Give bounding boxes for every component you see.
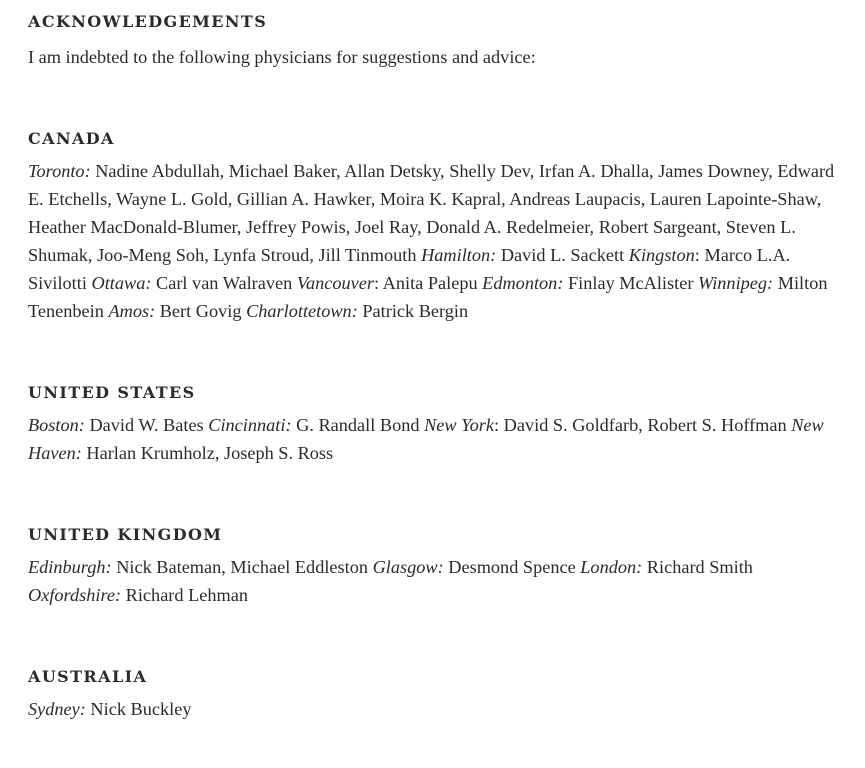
city-label: Amos:: [108, 301, 156, 321]
section-heading-australia: AUSTRALIA: [28, 667, 148, 686]
names-text: David L. Sackett: [496, 245, 629, 265]
city-label: Winnipeg:: [697, 273, 774, 293]
city-label: Kingston: [628, 245, 695, 265]
city-label: Toronto:: [28, 161, 91, 181]
names-text: Finlay McAlister: [563, 273, 698, 293]
names-text: : Anita Palepu: [374, 273, 483, 293]
names-text: : Marco L.A. Sivilotti: [28, 245, 791, 293]
city-label: Ottawa:: [91, 273, 152, 293]
section-body-canada: [28, 157, 843, 325]
city-label: Vancouver: [296, 273, 375, 293]
city-label: New Haven:: [28, 415, 824, 463]
names-text: Nick Bateman, Michael Eddleston: [111, 557, 373, 577]
names-text: Richard Lehman: [121, 585, 249, 605]
names-text: Carl van Walraven: [151, 273, 297, 293]
section-body-australia: [28, 695, 843, 723]
names-text: : David S. Goldfarb, Robert S. Hoffman: [494, 415, 792, 435]
names-text: Richard Smith: [642, 557, 753, 577]
names-text: Desmond Spence: [443, 557, 581, 577]
city-label: London:: [580, 557, 643, 577]
names-text: Patrick Bergin: [357, 301, 469, 321]
city-label: Charlottetown:: [246, 301, 358, 321]
section-heading-united-states: UNITED STATES: [28, 383, 196, 402]
city-label: Oxfordshire:: [28, 585, 122, 605]
section-body-united-kingdom: [28, 553, 843, 609]
intro-text: I am indebted to the following physicians for suggestions and advice:: [28, 47, 536, 67]
names-text: Harlan Krumholz, Joseph S. Ross: [81, 443, 334, 463]
names-text: Milton Tenenbein: [28, 273, 828, 321]
city-label: Sydney:: [28, 699, 86, 719]
city-label: Edinburgh:: [28, 557, 112, 577]
city-label: Glasgow:: [372, 557, 444, 577]
names-text: Bert Govig: [155, 301, 247, 321]
section-body-united-states: [28, 411, 843, 467]
page-title: ACKNOWLEDGEMENTS: [28, 12, 268, 31]
section-heading-canada: CANADA: [28, 129, 115, 148]
section-heading-united-kingdom: UNITED KINGDOM: [28, 525, 223, 544]
city-label: Cincinnati:: [208, 415, 292, 435]
names-text: David W. Bates: [84, 415, 209, 435]
city-label: Boston:: [28, 415, 85, 435]
names-text: Nadine Abdullah, Michael Baker, Allan Detsky, Shelly Dev, Irfan A. Dhalla, James Downey, Edward E. Etchells, Wayne L. Gold, Gillian A. Hawker, Moira K. Kapral, Andreas Laupacis, Lauren Lapointe-Shaw, Heather MacDonald-Blumer, Jeffrey Powis, Joel Ray, Donald A. Redelmeier, Robert Sargeant, Steven L. Shumak, Joo-Meng Soh, Lynfa Stroud, Jill Tinmouth: [28, 161, 835, 265]
city-label: Edmonton:: [482, 273, 564, 293]
names-text: Nick Buckley: [85, 699, 192, 719]
city-label: New York: [424, 415, 495, 435]
city-label: Hamilton:: [421, 245, 497, 265]
names-text: G. Randall Bond: [291, 415, 425, 435]
